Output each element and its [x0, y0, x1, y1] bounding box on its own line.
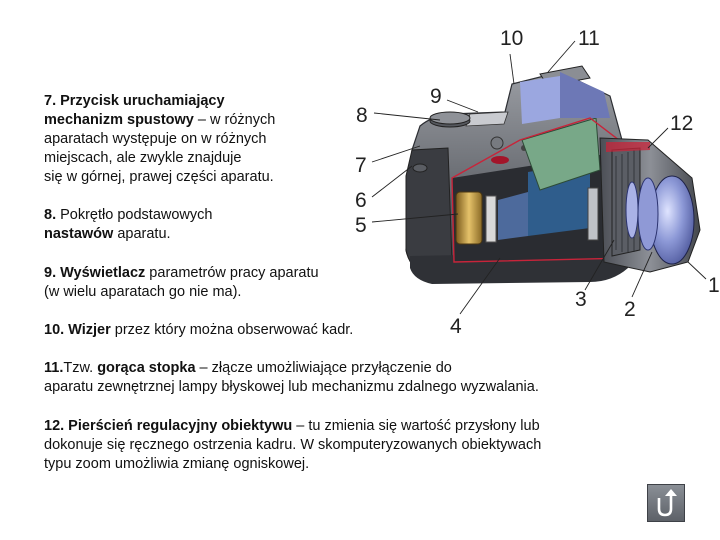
callout-9: 9: [430, 85, 442, 108]
callout-1: 1: [708, 274, 720, 297]
item-7: 7. Przycisk uruchamiający mechanizm spustowy – w różnych aparatach występuje on w różnych miejscach, ale zwykle znajduje się w górnej, prawej części aparatu.: [44, 93, 276, 185]
callout-11: 11: [578, 27, 600, 50]
item-9: 9. Wyświetlacz parametrów pracy aparatu (w wielu aparatach go nie ma).: [44, 265, 319, 300]
callout-12: 12: [670, 112, 694, 135]
item-8: 8. Pokrętło podstawowych nastawów aparatu.: [44, 207, 213, 242]
callout-10: 10: [500, 27, 524, 50]
u-turn-arrow-icon: [648, 485, 684, 521]
item-10: 10. Wizjer przez który można obserwować kadr.: [44, 322, 354, 338]
item-12: 12. Pierścień regulacyjny obiektywu – tu zmienia się wartość przysłony lub dokonuje się ręcznego ostrzenia kadru. W skomputeryzowanych obiektywach typu zoom umożliwia zmianę ogniskowej.: [44, 418, 542, 472]
callout-4: 4: [450, 315, 462, 338]
callout-5: 5: [355, 214, 367, 237]
return-button[interactable]: [647, 484, 685, 522]
item-11: 11.Tzw. gorąca stopka – złącze umożliwiające przyłączenie do aparatu zewnętrznej lampy błyskowej lub mechanizmu zdalnego wyzwalania.: [44, 360, 539, 395]
callout-2: 2: [624, 298, 636, 321]
lens: [600, 138, 700, 272]
callout-3: 3: [575, 288, 587, 311]
callout-6: 6: [355, 189, 367, 212]
callout-7: 7: [355, 154, 367, 177]
callout-8: 8: [356, 104, 368, 127]
